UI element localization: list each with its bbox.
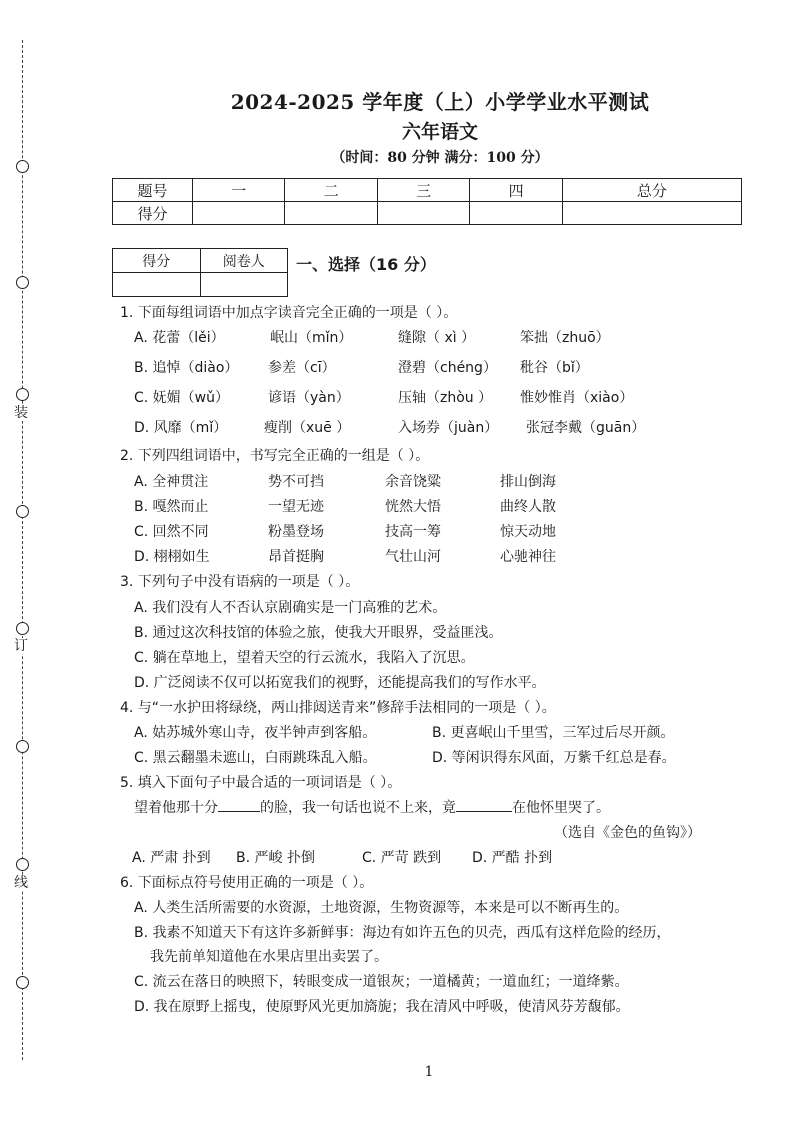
binding-hole bbox=[16, 276, 29, 289]
grader-score-header: 得分 bbox=[113, 249, 201, 273]
question-stem: 4. 与“一水护田将绿绕，两山排闼送青来”修辞手法相同的一项是（ ）。 bbox=[120, 700, 556, 716]
score-cell: 一 bbox=[193, 179, 285, 202]
option-item: 惟妙惟肖（xiào） bbox=[520, 390, 634, 406]
option-item: D. 严酷 扑到 bbox=[472, 850, 553, 866]
score-input-cell bbox=[377, 202, 469, 225]
option-item: B. 通过这次科技馆的体验之旅，使我大开眼界，受益匪浅。 bbox=[134, 625, 503, 641]
option-item: B. 嘎然而止 bbox=[134, 499, 209, 515]
binding-char-ding: 订 bbox=[14, 638, 28, 654]
option-item: 压轴（zhòu ） bbox=[398, 390, 493, 406]
source-citation: （选自《金色的鱼钩》） bbox=[554, 825, 701, 841]
option-item: A. 人类生活所需要的水资源，土地资源，生物资源等，本来是可以不断再生的。 bbox=[134, 900, 629, 916]
option-item: 笨拙（zhuō） bbox=[520, 330, 610, 346]
option-item: 参差（cī） bbox=[268, 360, 336, 376]
option-item: 曲终人散 bbox=[500, 499, 556, 515]
time-info: （时间：80 分钟 满分：100 分） bbox=[331, 150, 549, 166]
option-item: 技高一筹 bbox=[385, 524, 441, 540]
question-stem: 1. 下面每组词语中加点字读音完全正确的一项是（ ）。 bbox=[120, 305, 458, 321]
option-item: 入场券（juàn） bbox=[398, 420, 499, 436]
option-item: D. 风靡（mǐ） bbox=[134, 420, 228, 436]
option-item: B. 严峻 扑倒 bbox=[236, 850, 315, 866]
option-item: C. 严苛 跌到 bbox=[362, 850, 442, 866]
option-item: D. 栩栩如生 bbox=[134, 549, 210, 565]
option-item: 惊天动地 bbox=[500, 524, 556, 540]
score-input-cell bbox=[562, 202, 741, 225]
option-item: C. 流云在落日的映照下，转眼变成一道银灰；一道橘黄；一道血红；一道绛紫。 bbox=[134, 974, 629, 990]
score-input-cell bbox=[470, 202, 562, 225]
grader-name-cell bbox=[200, 273, 288, 297]
option-item: A. 姑苏城外寒山寺，夜半钟声到客船。 bbox=[134, 725, 377, 741]
option-item: C. 躺在草地上，望着天空的行云流水，我陷入了沉思。 bbox=[134, 650, 475, 666]
question-stem: 3. 下列句子中没有语病的一项是（ ）。 bbox=[120, 574, 360, 590]
score-cell: 二 bbox=[285, 179, 377, 202]
binding-hole bbox=[16, 622, 29, 635]
question-stem: 2. 下列四组词语中，书写完全正确的一组是（ ）。 bbox=[120, 448, 430, 464]
binding-hole bbox=[16, 505, 29, 518]
fill-blank-sentence bbox=[134, 797, 610, 817]
option-item: D. 我在原野上摇曳，使原野风光更加旖旎；我在清风中呼吸，使清风芬芳馥郁。 bbox=[134, 999, 630, 1015]
score-input-cell bbox=[285, 202, 377, 225]
score-input-cell bbox=[193, 202, 285, 225]
grader-score-cell bbox=[113, 273, 201, 297]
option-item: D. 等闲识得东风面，万紫千红总是春。 bbox=[432, 750, 676, 766]
option-item: C. 回然不同 bbox=[134, 524, 209, 540]
option-item: 昂首挺胸 bbox=[268, 549, 324, 565]
option-item: D. 广泛阅读不仅可以拓宽我们的视野，还能提高我们的写作水平。 bbox=[134, 675, 546, 691]
sentence-part: 的脸，我一句话也说不上来，竟 bbox=[260, 800, 456, 816]
option-item: B. 我素不知道天下有这许多新鲜事：海边有如许五色的贝壳，西瓜有这样危险的经历， bbox=[134, 925, 671, 941]
binding-hole bbox=[16, 388, 29, 401]
question-stem: 5. 填入下面句子中最合适的一项词语是（ ）。 bbox=[120, 775, 402, 791]
option-item: 谚语（yàn） bbox=[268, 390, 350, 406]
grader-table bbox=[112, 248, 288, 297]
option-item-continuation: 我先前单知道他在水果店里出卖罢了。 bbox=[150, 949, 388, 965]
blank-line bbox=[456, 811, 512, 812]
option-item: C. 黑云翻墨未遮山，白雨跳珠乱入船。 bbox=[134, 750, 377, 766]
option-item: 恍然大悟 bbox=[385, 499, 441, 515]
binding-dashed-line bbox=[22, 40, 23, 1060]
binding-hole bbox=[16, 740, 29, 753]
option-item: 排山倒海 bbox=[500, 474, 556, 490]
binding-margin bbox=[0, 0, 50, 1123]
option-item: B. 追悼（diào） bbox=[134, 360, 239, 376]
option-item: A. 我们没有人不否认京剧确实是一门高雅的艺术。 bbox=[134, 600, 447, 616]
score-table-score-row bbox=[113, 202, 742, 225]
grader-name-header: 阅卷人 bbox=[200, 249, 288, 273]
section-title: 一、选择（16 分） bbox=[296, 255, 436, 274]
question-stem: 6. 下面标点符号使用正确的一项是（ ）。 bbox=[120, 875, 374, 891]
option-item: 粉墨登场 bbox=[268, 524, 324, 540]
score-cell: 题号 bbox=[113, 179, 193, 202]
option-item: 一望无迹 bbox=[268, 499, 324, 515]
option-item: 澄碧（chéng） bbox=[398, 360, 497, 376]
binding-hole bbox=[16, 858, 29, 871]
score-cell: 得分 bbox=[113, 202, 193, 225]
sentence-part: 在他怀里哭了。 bbox=[512, 800, 610, 816]
option-item: 缝隙（ xì ） bbox=[398, 330, 476, 346]
option-item: A. 花蕾（lěi） bbox=[134, 330, 225, 346]
option-item: 气壮山河 bbox=[385, 549, 441, 565]
exam-title: 2024-2025 学年度（上）小学学业水平测试 bbox=[230, 90, 650, 114]
blank-line bbox=[218, 811, 260, 812]
option-item: 心驰神往 bbox=[500, 549, 556, 565]
binding-char-zhuang: 装 bbox=[14, 405, 28, 421]
score-cell: 三 bbox=[377, 179, 469, 202]
option-item: 秕谷（bǐ） bbox=[520, 360, 589, 376]
score-cell: 总分 bbox=[562, 179, 741, 202]
score-table-header-row bbox=[113, 179, 742, 202]
score-table bbox=[112, 178, 742, 225]
option-item: 岷山（mǐn） bbox=[270, 330, 353, 346]
binding-char-xian: 线 bbox=[14, 875, 28, 891]
option-item: 张冠李戴（guān） bbox=[526, 420, 646, 436]
option-item: 势不可挡 bbox=[268, 474, 324, 490]
binding-hole bbox=[16, 976, 29, 989]
page-number: 1 bbox=[424, 1064, 434, 1080]
option-item: A. 严肃 扑到 bbox=[132, 850, 211, 866]
option-item: A. 全神贯注 bbox=[134, 474, 209, 490]
score-cell: 四 bbox=[470, 179, 562, 202]
option-item: 瘦削（xuē ） bbox=[264, 420, 351, 436]
exam-subtitle: 六年语文 bbox=[401, 121, 478, 143]
option-item: B. 更喜岷山千里雪，三军过后尽开颜。 bbox=[432, 725, 675, 741]
option-item: 余音饶粱 bbox=[385, 474, 441, 490]
sentence-part: 望着他那十分 bbox=[134, 800, 218, 816]
option-item: C. 妩媚（wǔ） bbox=[134, 390, 229, 406]
